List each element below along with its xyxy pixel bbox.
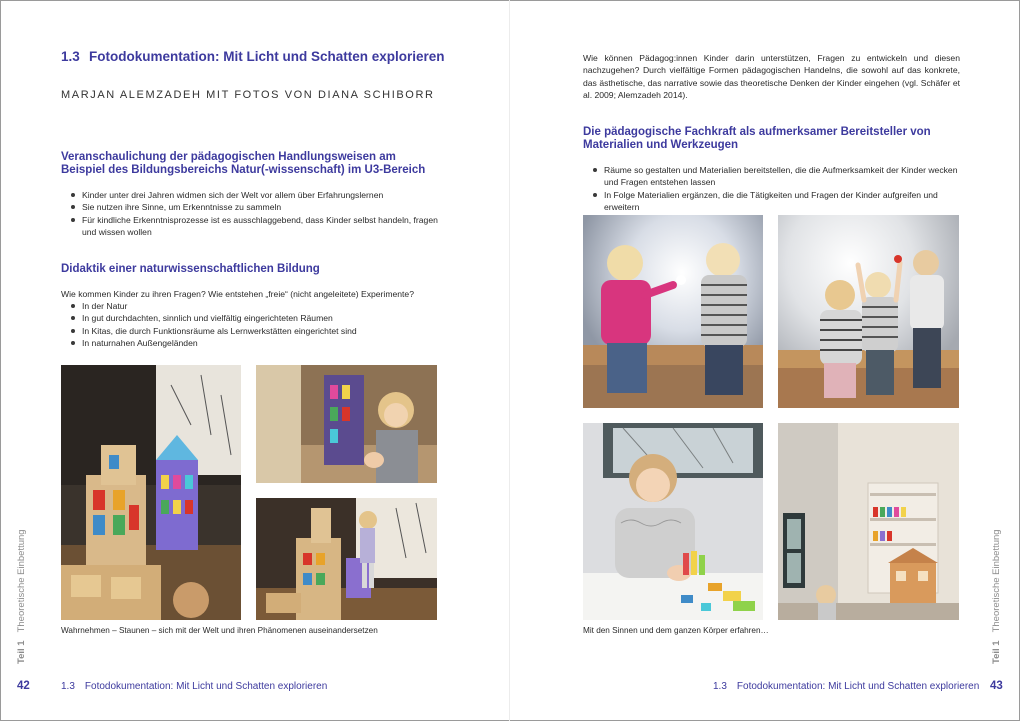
side-title: Theoretische Einbettung (16, 529, 27, 633)
page-number-right: 43 (990, 680, 1003, 692)
photo-child-light-table (583, 423, 763, 620)
footer-title: Fotodokumentation: Mit Licht und Schatten explorieren (84, 681, 328, 692)
heading-didactics: Didaktik einer naturwissenschaftlichen Bildung (61, 263, 320, 275)
right-intro: Wie können Pädagog:innen Kinder darin unterstützen, Fragen zu entwickeln und diesen nachzugehen? Durch vielfältige Formen pädagogischen Handelns, die sowohl auf das konkrete, das ästhetische, das narrative sowie das theoretische Denken der Kinder eingehen (vgl. Schäfer et al. 2009; Alemzadeh 2014). (583, 53, 960, 100)
section-number: 1.3 (61, 49, 80, 64)
list-item: In naturnahen Außengeländen (61, 337, 446, 349)
left-side-label (16, 529, 27, 664)
side-part: Teil 1 (991, 640, 1002, 664)
photo-block-tower (61, 365, 241, 620)
left-caption: Wahrnehmen – Staunen – sich mit der Welt und ihren Phänomenen auseinandersetzen (61, 626, 378, 635)
bullet-list-2 (61, 300, 446, 349)
photo-toddlers-reaching (778, 215, 959, 408)
photo-toddlers-light-wall (583, 215, 763, 408)
footer-number: 1.3 (713, 681, 727, 692)
list-item: Sie nutzen ihre Sinne, um Erkenntnisse zu sammeln (61, 201, 446, 213)
right-caption: Mit den Sinnen und dem ganzen Körper erfahren… (583, 626, 769, 635)
bullet-list-1 (61, 189, 446, 238)
left-footer (61, 681, 327, 692)
footer-number: 1.3 (61, 681, 75, 692)
list-item: Für kindliche Erkenntnisprozesse ist es ausschlaggebend, dass Kinder selbst handeln, fragen und wissen wollen (61, 214, 446, 239)
bullet-list-right (583, 164, 965, 213)
list-item: In Kitas, die durch Funktionsräume als Lernwerkstätten eingerichtet sind (61, 325, 446, 337)
list-item: In Folge Materialien ergänzen, die die Tätigkeiten und Fragen der Kinder aufgreifen und erweitern (583, 189, 965, 214)
page-number-left: 42 (17, 680, 30, 692)
list-item: Räume so gestalten und Materialien bereitstellen, die die Aufmerksamkeit der Kinder wecken und Fragen entstehen lassen (583, 164, 965, 189)
photo-child-near-tower (256, 498, 437, 620)
right-side-label (991, 529, 1002, 664)
photo-room-dollhouse (778, 423, 959, 620)
list-item: In gut durchdachten, sinnlich und vielfältig eingerichteten Räumen (61, 312, 446, 324)
footer-title: Fotodokumentation: Mit Licht und Schatten explorieren (736, 681, 980, 692)
photo-child-colored-shadows (256, 365, 437, 483)
book-spine (509, 0, 510, 721)
side-title: Theoretische Einbettung (991, 529, 1002, 633)
section-title (61, 49, 445, 64)
didactics-intro: Wie kommen Kinder zu ihren Fragen? Wie entstehen „freie“ (nicht angeleitete) Experimente? (61, 289, 414, 299)
authors-line: MARJAN ALEMZADEH MIT FOTOS VON DIANA SCHIBORR (61, 89, 435, 101)
section-title-text: Fotodokumentation: Mit Licht und Schatten explorieren (89, 49, 445, 64)
heading-illustration: Veranschaulichung der pädagogischen Handlungsweisen am Beispiel des Bildungsbereichs Natur(-wissenschaft) im U3-Bereich (61, 151, 426, 176)
list-item: In der Natur (61, 300, 446, 312)
side-part: Teil 1 (16, 640, 27, 664)
heading-educator: Die pädagogische Fachkraft als aufmerksamer Bereitsteller von Materialien und Werkzeugen (583, 126, 931, 151)
right-footer (713, 681, 979, 692)
list-item: Kinder unter drei Jahren widmen sich der Welt vor allem über Erfahrungslernen (61, 189, 446, 201)
